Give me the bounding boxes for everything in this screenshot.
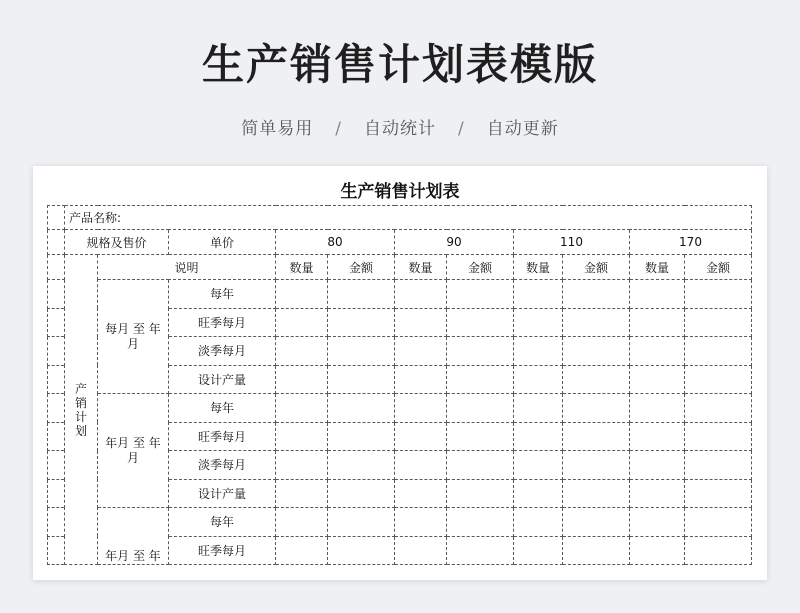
data-cell[interactable] — [395, 508, 447, 537]
row-stub-cell[interactable] — [48, 365, 65, 394]
data-cell[interactable] — [685, 422, 752, 451]
product-name-row — [48, 206, 752, 230]
data-cell[interactable] — [514, 451, 563, 480]
data-cell[interactable] — [328, 280, 395, 309]
row-stub-cell[interactable] — [48, 337, 65, 366]
row-label[interactable]: 每年 — [169, 280, 276, 309]
description-label[interactable]: 说明 — [98, 255, 276, 280]
plan-table — [47, 205, 752, 565]
side-label-char: 划 — [74, 423, 87, 438]
data-cell[interactable] — [563, 479, 630, 508]
row-label[interactable]: 旺季每月 — [169, 422, 276, 451]
period-line: 月 — [126, 450, 139, 465]
data-cell[interactable] — [563, 337, 630, 366]
price-header-row — [48, 230, 752, 255]
data-cell[interactable] — [514, 422, 563, 451]
data-cell[interactable] — [563, 536, 630, 565]
data-cell[interactable] — [563, 308, 630, 337]
data-cell[interactable] — [276, 451, 328, 480]
side-label-char: 计 — [74, 409, 87, 424]
data-cell[interactable] — [447, 337, 514, 366]
data-cell[interactable] — [276, 280, 328, 309]
row-label[interactable]: 每年 — [169, 394, 276, 423]
data-cell[interactable] — [447, 508, 514, 537]
data-cell[interactable] — [514, 365, 563, 394]
qty-header[interactable]: 数量 — [630, 255, 685, 280]
sheet-title: 生产销售计划表 — [340, 182, 460, 202]
spec-price-label[interactable]: 规格及售价 — [65, 230, 169, 255]
qty-header[interactable]: 数量 — [514, 255, 563, 280]
data-cell[interactable] — [328, 422, 395, 451]
subtitle-item: 自动统计 — [364, 119, 436, 139]
data-cell[interactable] — [276, 394, 328, 423]
data-cell[interactable] — [685, 280, 752, 309]
amount-header[interactable]: 金额 — [563, 255, 630, 280]
data-cell[interactable] — [447, 422, 514, 451]
spreadsheet-preview — [33, 166, 767, 580]
subtitle-item: 简单易用 — [241, 119, 314, 139]
side-label-char: 产 — [74, 381, 87, 396]
product-name-label: 产品名称: — [69, 211, 122, 225]
data-cell[interactable] — [276, 365, 328, 394]
data-cell[interactable] — [630, 479, 685, 508]
period-cell[interactable] — [98, 394, 169, 508]
data-cell[interactable] — [685, 508, 752, 537]
price-cell[interactable]: 110 — [514, 230, 630, 255]
data-cell[interactable] — [685, 394, 752, 423]
data-cell[interactable] — [328, 394, 395, 423]
data-cell[interactable] — [276, 422, 328, 451]
data-cell[interactable] — [395, 394, 447, 423]
data-cell[interactable] — [630, 536, 685, 565]
data-cell[interactable] — [395, 479, 447, 508]
data-cell[interactable] — [563, 508, 630, 537]
data-cell[interactable] — [685, 451, 752, 480]
subtitle-separator: / — [458, 119, 465, 139]
row-stub-cell[interactable] — [48, 536, 65, 565]
price-cell[interactable]: 80 — [276, 230, 395, 255]
data-cell[interactable] — [685, 337, 752, 366]
subtitle-item: 自动更新 — [486, 119, 559, 139]
period-line: 年月 至 年 — [105, 435, 161, 450]
data-cell[interactable] — [447, 365, 514, 394]
row-stub-cell[interactable] — [48, 479, 65, 508]
column-header-row — [48, 255, 752, 280]
data-cell[interactable] — [685, 536, 752, 565]
data-cell[interactable] — [276, 337, 328, 366]
row-stub-cell[interactable] — [48, 230, 65, 255]
amount-header[interactable]: 金额 — [328, 255, 395, 280]
data-cell[interactable] — [563, 280, 630, 309]
period-line: 月 — [126, 336, 139, 351]
price-cell[interactable]: 170 — [630, 230, 752, 255]
data-cell[interactable] — [514, 308, 563, 337]
row-stub-cell[interactable] — [48, 255, 65, 280]
period-cell[interactable] — [98, 280, 169, 394]
data-cell[interactable] — [514, 508, 563, 537]
table-row — [48, 394, 752, 423]
data-cell[interactable] — [685, 365, 752, 394]
data-cell[interactable] — [328, 479, 395, 508]
data-cell[interactable] — [630, 508, 685, 537]
row-label[interactable]: 设计产量 — [169, 479, 276, 508]
data-cell[interactable] — [514, 337, 563, 366]
row-label[interactable]: 旺季每月 — [169, 308, 276, 337]
data-cell[interactable] — [328, 451, 395, 480]
data-cell[interactable] — [276, 508, 328, 537]
data-cell[interactable] — [447, 280, 514, 309]
qty-header[interactable]: 数量 — [395, 255, 447, 280]
data-cell[interactable] — [395, 536, 447, 565]
row-stub-cell[interactable] — [48, 508, 65, 537]
subtitle-separator: / — [335, 119, 342, 139]
subtitle — [0, 114, 800, 139]
data-cell[interactable] — [395, 308, 447, 337]
row-label[interactable]: 设计产量 — [169, 365, 276, 394]
row-stub-cell[interactable] — [48, 206, 65, 230]
row-stub-cell[interactable] — [48, 394, 65, 423]
data-cell[interactable] — [630, 337, 685, 366]
data-cell[interactable] — [276, 479, 328, 508]
data-cell[interactable] — [395, 365, 447, 394]
data-cell[interactable] — [447, 451, 514, 480]
period-cell[interactable] — [98, 508, 169, 565]
data-cell[interactable] — [630, 394, 685, 423]
data-cell[interactable] — [447, 479, 514, 508]
data-cell[interactable] — [276, 536, 328, 565]
table-row — [48, 508, 752, 537]
data-cell[interactable] — [447, 308, 514, 337]
row-stub-cell[interactable] — [48, 280, 65, 309]
data-cell[interactable] — [395, 451, 447, 480]
price-cell[interactable]: 90 — [395, 230, 514, 255]
data-cell[interactable] — [447, 536, 514, 565]
amount-header[interactable]: 金额 — [685, 255, 752, 280]
data-cell[interactable] — [328, 536, 395, 565]
data-cell[interactable] — [395, 337, 447, 366]
data-cell[interactable] — [328, 508, 395, 537]
amount-header[interactable]: 金额 — [447, 255, 514, 280]
data-cell[interactable] — [563, 365, 630, 394]
side-label-char: 销 — [74, 395, 87, 410]
data-cell[interactable] — [563, 451, 630, 480]
data-cell[interactable] — [630, 308, 685, 337]
row-stub-cell[interactable] — [48, 308, 65, 337]
data-cell[interactable] — [514, 280, 563, 309]
data-cell[interactable] — [514, 479, 563, 508]
row-label[interactable]: 每年 — [169, 508, 276, 537]
page-title: 生产销售计划表模版 — [201, 40, 598, 89]
row-label[interactable]: 旺季每月 — [169, 536, 276, 565]
period-line: 每月 至 年 — [105, 321, 161, 336]
row-label[interactable]: 淡季每月 — [169, 337, 276, 366]
data-cell[interactable] — [328, 365, 395, 394]
data-cell[interactable] — [514, 536, 563, 565]
side-label-cell[interactable] — [65, 255, 98, 565]
data-cell[interactable] — [395, 422, 447, 451]
table-row — [48, 280, 752, 309]
data-cell[interactable] — [514, 394, 563, 423]
data-cell[interactable] — [630, 365, 685, 394]
qty-header[interactable]: 数量 — [276, 255, 328, 280]
row-label[interactable]: 淡季每月 — [169, 451, 276, 480]
row-stub-cell[interactable] — [48, 422, 65, 451]
data-cell[interactable] — [630, 422, 685, 451]
unit-price-label[interactable]: 单价 — [169, 230, 276, 255]
data-cell[interactable] — [395, 280, 447, 309]
product-name-cell[interactable] — [65, 206, 752, 230]
data-cell[interactable] — [276, 308, 328, 337]
data-cell[interactable] — [630, 280, 685, 309]
row-stub-cell[interactable] — [48, 451, 65, 480]
data-cell[interactable] — [328, 337, 395, 366]
period-line: 年月 至 年 — [105, 549, 161, 563]
data-cell[interactable] — [630, 451, 685, 480]
data-cell[interactable] — [563, 422, 630, 451]
data-cell[interactable] — [447, 394, 514, 423]
data-cell[interactable] — [685, 308, 752, 337]
data-cell[interactable] — [563, 394, 630, 423]
data-cell[interactable] — [685, 479, 752, 508]
data-cell[interactable] — [328, 308, 395, 337]
